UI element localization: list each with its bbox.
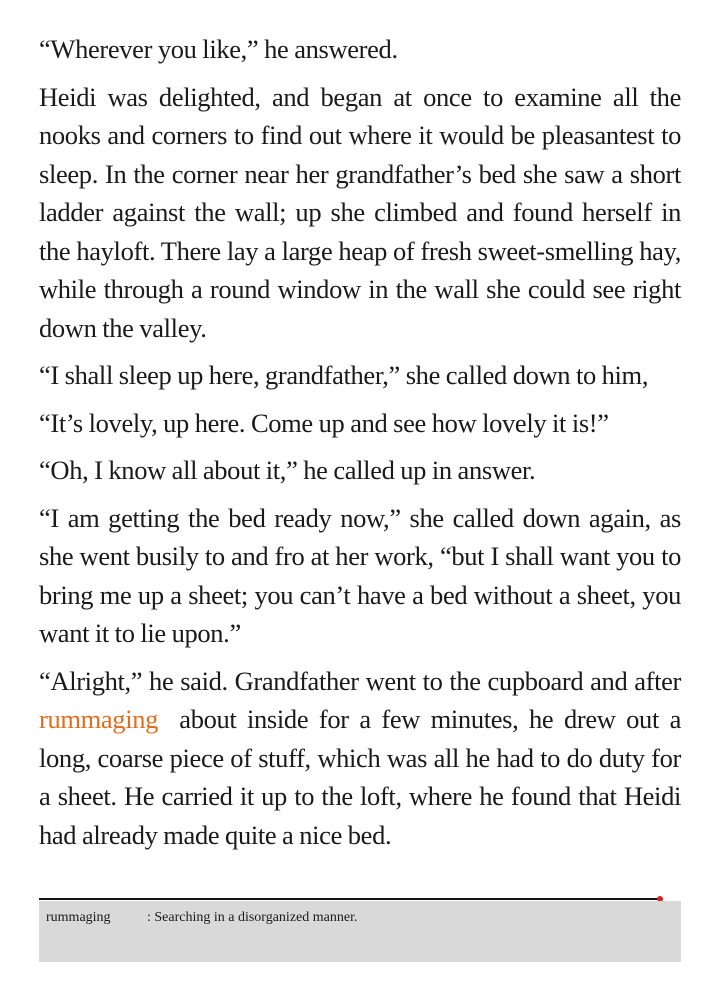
- paragraph-3: “I shall sleep up here, grandfather,” she called down to him,: [39, 360, 649, 390]
- paragraph-7-before: “Alright,” he said. Grandfather went to the cupboard and after: [39, 665, 681, 696]
- paragraph-6: “I am getting the bed ready now,” she called down again, as she went busily to and fro at her work, “but I shall want you to bring me up a sheet; you can’t have a bed without a sheet, you want it to lie upon.”: [39, 502, 681, 648]
- paragraph-7-after: about inside for a few minutes, he drew out a long, coarse piece of stuff, which was all he had to do duty for a sheet. He carried it up to the loft, where he found that Heidi had already made quite a nice bed.: [39, 704, 687, 850]
- footnote-divider: [39, 898, 659, 900]
- paragraph-7: [39, 662, 687, 855]
- paragraph-4: “It’s lovely, up here. Come up and see how lovely it is!”: [39, 407, 609, 438]
- paragraph-2: Heidi was delighted, and began at once to examine all the nooks and corners to find out where it would be pleasantest to sleep. In the corner near her grandfather’s bed she saw a short ladder against the wall; up she climbed and found herself in the hayloft. There lay a large heap of fresh sweet-smelling hay, while through a round window in the wall she could see right down the valley.: [39, 81, 681, 343]
- paragraph-1: “Wherever you like,” he answered.: [39, 34, 398, 64]
- glossary-definition: : Searching in a disorganized manner.: [147, 910, 358, 925]
- glossary-term: rummaging: [46, 910, 111, 925]
- story-text: [39, 30, 687, 863]
- highlighted-word: rummaging: [39, 704, 159, 734]
- paragraph-5: “Oh, I know all about it,” he called up in answer.: [39, 455, 536, 485]
- glossary-box: [39, 901, 681, 962]
